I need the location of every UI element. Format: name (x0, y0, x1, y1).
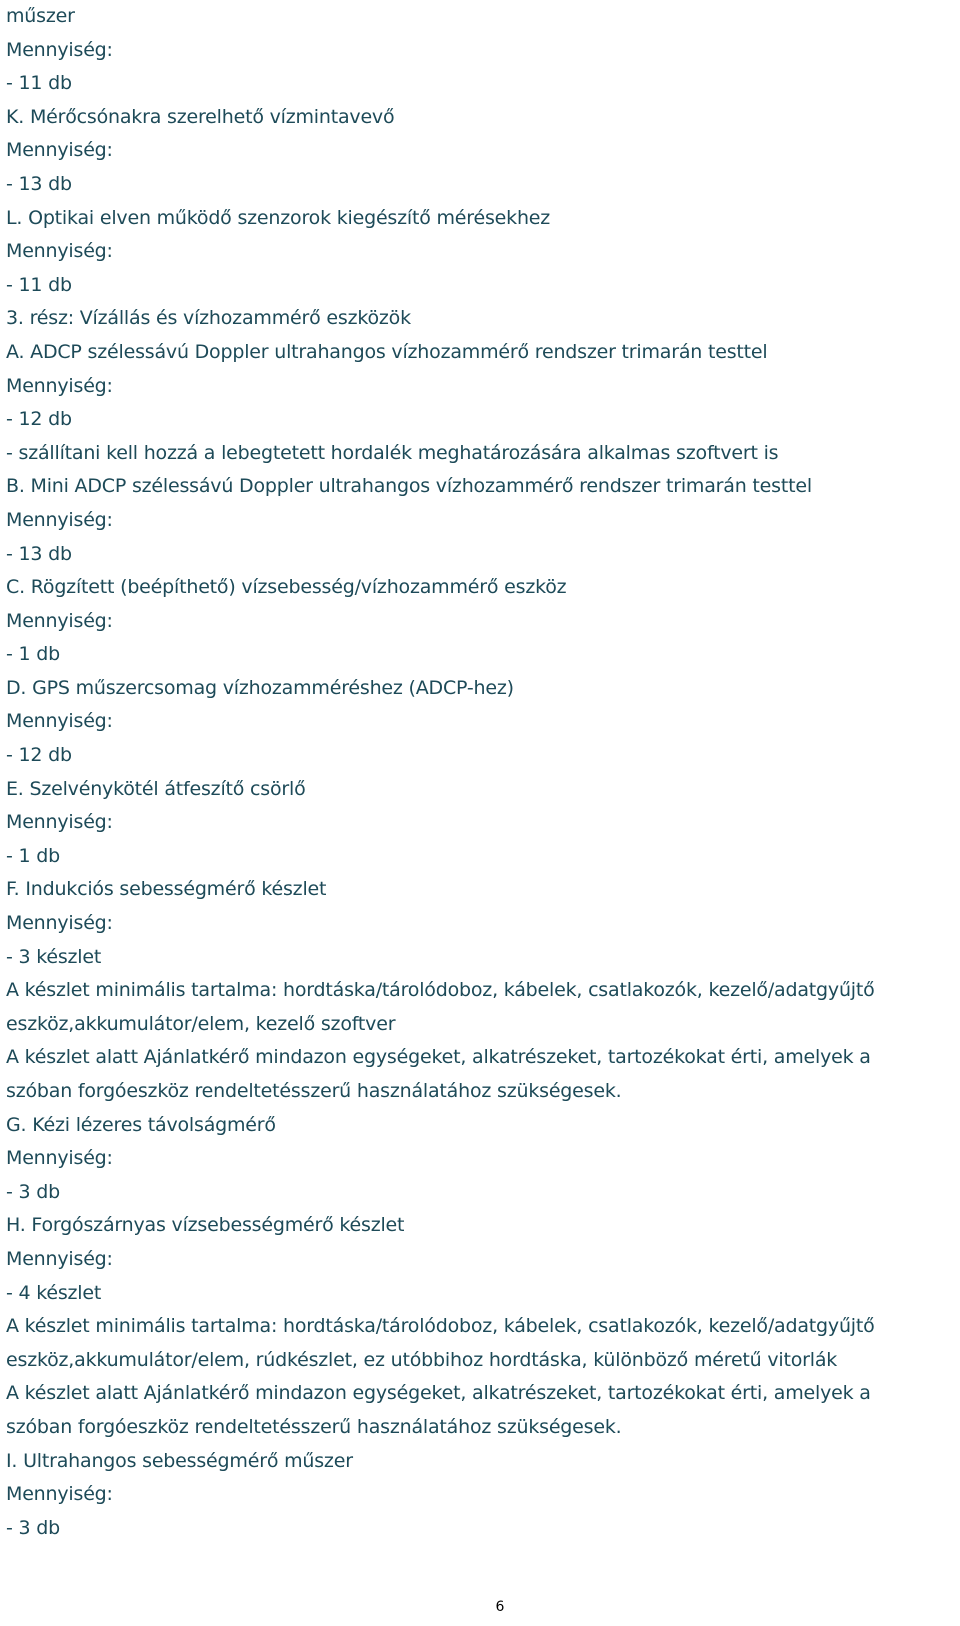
section-heading: 3. rész: Vízállás és vízhozammérő eszközök (6, 307, 411, 330)
text-line: Mennyiség: (6, 1483, 113, 1506)
text-line: - 13 db (6, 542, 72, 565)
text-line: Mennyiség: (6, 374, 113, 397)
text-line: - 3 db (6, 1516, 60, 1539)
text-line: Mennyiség: (6, 1247, 113, 1270)
text-line: Mennyiség: (6, 811, 113, 834)
text-line: - 4 készlet (6, 1281, 102, 1304)
text-line: - 13 db (6, 172, 72, 195)
text-line: E. Szelvénykötél átfeszítő csörlő (6, 777, 306, 800)
text-line: Mennyiség: (6, 139, 113, 162)
text-line: L. Optikai elven működő szenzorok kiegészítő mérésekhez (6, 206, 551, 229)
text-line: Mennyiség: (6, 1147, 113, 1170)
text-line: A készlet minimális tartalma: hordtáska/tárolódoboz, kábelek, csatlakozók, kezelő/adatgyűjtő (6, 1315, 875, 1338)
text-line: - szállítani kell hozzá a lebegtetett hordalék meghatározására alkalmas szoftvert is (6, 441, 779, 464)
text-line: szóban forgóeszköz rendeltetésszerű használatához szükségesek. (6, 1415, 622, 1438)
text-line: - 12 db (6, 744, 72, 767)
text-line: A. ADCP szélessávú Doppler ultrahangos vízhozammérő rendszer trimarán testtel (6, 340, 768, 363)
text-line: I. Ultrahangos sebességmérő műszer (6, 1449, 353, 1472)
page-number: 6 (495, 1599, 505, 1615)
text-line: szóban forgóeszköz rendeltetésszerű használatához szükségesek. (6, 1080, 622, 1102)
text-line: C. Rögzített (beépíthető) vízsebesség/vízhozammérő eszköz (6, 576, 567, 599)
text-line: H. Forgószárnyas vízsebességmérő készlet (6, 1214, 405, 1237)
text-line: - 3 db (6, 1180, 60, 1203)
text-line: Mennyiség: (6, 240, 113, 263)
text-line: - 12 db (6, 408, 72, 431)
text-line: G. Kézi lézeres távolságmérő (6, 1113, 276, 1136)
text-line: A készlet minimális tartalma: hordtáska/tárolódoboz, kábelek, csatlakozók, kezelő/adatgyűjtő (6, 979, 875, 1002)
text-line: - 11 db (6, 72, 72, 95)
text-line: - 11 db (6, 273, 72, 296)
text-line: eszköz,akkumulátor/elem, rúdkészlet, ez utóbbihoz hordtáska, különböző méretű vitorlák (6, 1348, 838, 1371)
text-line: K. Mérőcsónakra szerelhető vízmintavevő (6, 105, 395, 128)
text-line: Mennyiség: (6, 508, 113, 531)
text-line: - 1 db (6, 643, 60, 666)
document-body (6, 0, 956, 1545)
text-line: D. GPS műszercsomag vízhozamméréshez (ADCP-hez) (6, 676, 514, 699)
text-line: Mennyiség: (6, 609, 113, 632)
text-line: eszköz,akkumulátor/elem, kezelő szoftver (6, 1012, 396, 1035)
text-line: - 1 db (6, 844, 60, 867)
text-line: B. Mini ADCP szélessávú Doppler ultrahangos vízhozammérő rendszer trimarán testtel (6, 475, 812, 498)
text-line: Mennyiség: (6, 710, 113, 733)
text-line: Mennyiség: (6, 38, 113, 61)
text-line: műszer (6, 5, 75, 27)
text-line: Mennyiség: (6, 912, 113, 935)
text-line: F. Indukciós sebességmérő készlet (6, 878, 327, 901)
text-line: A készlet alatt Ajánlatkérő mindazon egységeket, alkatrészeket, tartozékokat érti, amelyek a (6, 1046, 871, 1069)
text-line: A készlet alatt Ajánlatkérő mindazon egységeket, alkatrészeket, tartozékokat érti, amelyek a (6, 1382, 871, 1405)
text-line: - 3 készlet (6, 945, 102, 968)
